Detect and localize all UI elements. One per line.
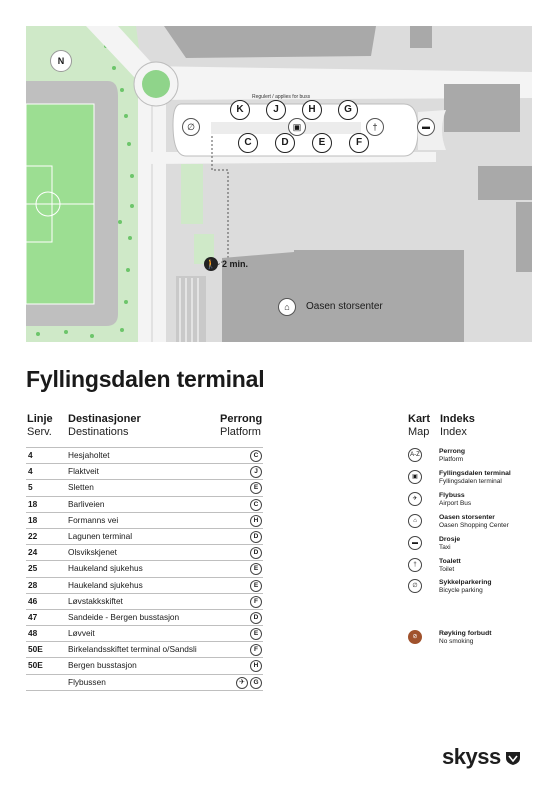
route-number: 4: [28, 466, 33, 477]
table-row: [26, 577, 263, 593]
index-label-en: Fyllingsdalen terminal: [439, 478, 502, 485]
departure-table: [26, 447, 263, 691]
index-text: [439, 579, 549, 595]
walk-time: 2 min.: [222, 259, 249, 269]
toilet-icon: †: [366, 118, 384, 136]
index-label-no: Toalett: [439, 558, 461, 565]
route-number: 50E: [28, 644, 43, 655]
destination: Flaktveit: [68, 466, 99, 477]
terminal-map: [26, 26, 532, 342]
index-label-no: Drosje: [439, 536, 461, 543]
platform-j-marker: J: [266, 100, 286, 120]
header-platform-en: Platform: [220, 426, 261, 438]
route-number: 28: [28, 579, 38, 590]
table-row: [26, 512, 263, 528]
destination: Sletten: [68, 482, 94, 493]
header-map-no: Kart: [408, 413, 431, 425]
toilet-icon: †: [408, 558, 422, 572]
route-number: 48: [28, 628, 38, 639]
route-number: 22: [28, 530, 38, 541]
building: [164, 26, 376, 58]
header-line-no: Linje: [27, 413, 53, 425]
platform-badge: D: [250, 531, 262, 543]
header-map: [408, 413, 430, 439]
route-number: 46: [28, 595, 38, 606]
platform-f-marker: F: [349, 133, 369, 153]
destination: Løvveit: [68, 628, 95, 639]
header-map-en: Map: [408, 426, 430, 438]
table-row: [26, 625, 263, 641]
destination: Birkelandsskiftet terminal o/Sandsli: [68, 644, 197, 655]
platform-badge: H: [250, 515, 262, 527]
destination: Bergen busstasjon: [68, 660, 137, 671]
no-smoking-icon: ⊘: [408, 630, 422, 644]
platforms-bottom: [238, 133, 388, 153]
route-number: 18: [28, 514, 38, 525]
platform-badge: F: [250, 596, 262, 608]
platform-badge: J: [250, 466, 262, 478]
platform-d-marker: D: [275, 133, 295, 153]
route-number: 25: [28, 563, 38, 574]
table-row: [26, 593, 263, 609]
north-arrow-icon: [50, 50, 72, 72]
platform-badge: C: [250, 450, 262, 462]
bus-icon: ▣: [288, 118, 306, 136]
table-row: [26, 544, 263, 560]
destination: Formanns vei: [68, 514, 119, 525]
terminal-icon: ▣: [408, 470, 422, 484]
index-text: [439, 470, 549, 486]
shopping-cart-icon: ⌂: [408, 514, 422, 528]
header-dest-en: Destinations: [68, 426, 129, 438]
taxi-icon: ▬: [408, 536, 422, 550]
mall-building: [222, 250, 464, 342]
header-index-no: Indeks: [440, 413, 475, 425]
index-label-no: Perrong: [439, 448, 466, 455]
index-label-no: Oasen storsenter: [439, 514, 495, 521]
route-number: 18: [28, 498, 38, 509]
shopping-cart-icon: ⌂: [278, 298, 296, 316]
map-drawing: [26, 26, 532, 342]
header-platform: [220, 413, 262, 439]
index-label-no: Sykkelparkering: [439, 579, 492, 586]
platform-badge: E: [250, 482, 262, 494]
bicycle-icon: ∅: [182, 118, 200, 136]
platform-badge: G: [250, 677, 262, 689]
logo-text: skyss: [442, 744, 501, 769]
destination: Løvstakkskiftet: [68, 595, 123, 606]
destination: Sandeide - Bergen busstasjon: [68, 611, 180, 622]
header-platform-no: Perrong: [220, 413, 263, 425]
table-row: [26, 447, 263, 463]
index-label-no: Røyking forbudt: [439, 630, 492, 637]
table-row: [26, 609, 263, 625]
platform-badge: F: [250, 644, 262, 656]
platform-g-marker: G: [338, 100, 358, 120]
route-number: 4: [28, 450, 33, 460]
airport-bus-icon: ✈: [408, 492, 422, 506]
destination: Olsvikskjenet: [68, 547, 117, 558]
shield-icon: [505, 750, 521, 766]
route-number: 50E: [28, 660, 43, 671]
index-text: [439, 536, 549, 552]
index-text: [439, 448, 549, 464]
index-label-en: Airport Bus: [439, 500, 472, 507]
table-row: [26, 560, 263, 576]
index-label-en: Toilet: [439, 566, 455, 573]
header-line: [27, 413, 53, 439]
table-row: [26, 641, 263, 657]
north-label: N: [57, 56, 65, 66]
destination: Haukeland sjukehus: [68, 579, 143, 590]
page-title: Fyllingsdalen terminal: [26, 366, 265, 392]
platform-badge: E: [250, 628, 262, 640]
platform-index-icon: A-Z: [408, 448, 422, 462]
platform-badge: E: [250, 563, 262, 575]
bicycle-icon: ∅: [408, 579, 422, 593]
index-text: [439, 558, 549, 574]
destination: Haukeland sjukehus: [68, 563, 143, 574]
index-label-en: Platform: [439, 456, 464, 463]
platform-h-marker: H: [302, 100, 322, 120]
table-row: [26, 657, 263, 673]
destination: Hesjaholtet: [68, 450, 110, 460]
platform-badge: C: [250, 499, 262, 511]
header-dest-no: Destinasjoner: [68, 413, 141, 425]
index-text: [439, 492, 549, 508]
header-destinations: [68, 413, 141, 439]
airplane-icon: ✈: [236, 677, 248, 689]
route-number: 5: [28, 482, 33, 493]
platform-k-marker: K: [230, 100, 250, 120]
platform-badge: D: [250, 612, 262, 624]
platform-badge: E: [250, 580, 262, 592]
index-label-en: Taxi: [439, 544, 451, 551]
index-label-no: Flybuss: [439, 492, 465, 499]
destination: Lagunen terminal: [68, 530, 133, 541]
destination: Barliveien: [68, 498, 105, 509]
table-row: [26, 479, 263, 495]
platforms-top: [230, 100, 380, 120]
route-number: 47: [28, 611, 38, 622]
index-label-en: Bicycle parking: [439, 587, 483, 594]
index-label-en: Oasen Shopping Center: [439, 522, 509, 529]
index-text: [439, 514, 549, 530]
skyss-logo: [442, 744, 521, 770]
index-text: [439, 630, 549, 646]
taxi-icon: ▬: [417, 118, 435, 136]
destination: Flybussen: [68, 676, 106, 687]
index-label-en: No smoking: [439, 638, 474, 645]
platform-badge: D: [250, 547, 262, 559]
table-row: [26, 496, 263, 512]
header-line-en: Serv.: [27, 426, 52, 438]
mall-label: Oasen storsenter: [306, 301, 383, 312]
table-row: [26, 674, 263, 691]
index-label-no: Fyllingsdalen terminal: [439, 470, 511, 477]
platform-badge: H: [250, 660, 262, 672]
platform-e-marker: E: [312, 133, 332, 153]
route-number: 24: [28, 547, 38, 558]
table-row: [26, 463, 263, 479]
header-index: [440, 413, 475, 439]
platform-c-marker: C: [238, 133, 258, 153]
terminal-note: Regulert / applies for buss: [252, 94, 311, 100]
header-index-en: Index: [440, 426, 467, 438]
pedestrian-icon: 🚶: [205, 259, 217, 269]
table-row: [26, 528, 263, 544]
